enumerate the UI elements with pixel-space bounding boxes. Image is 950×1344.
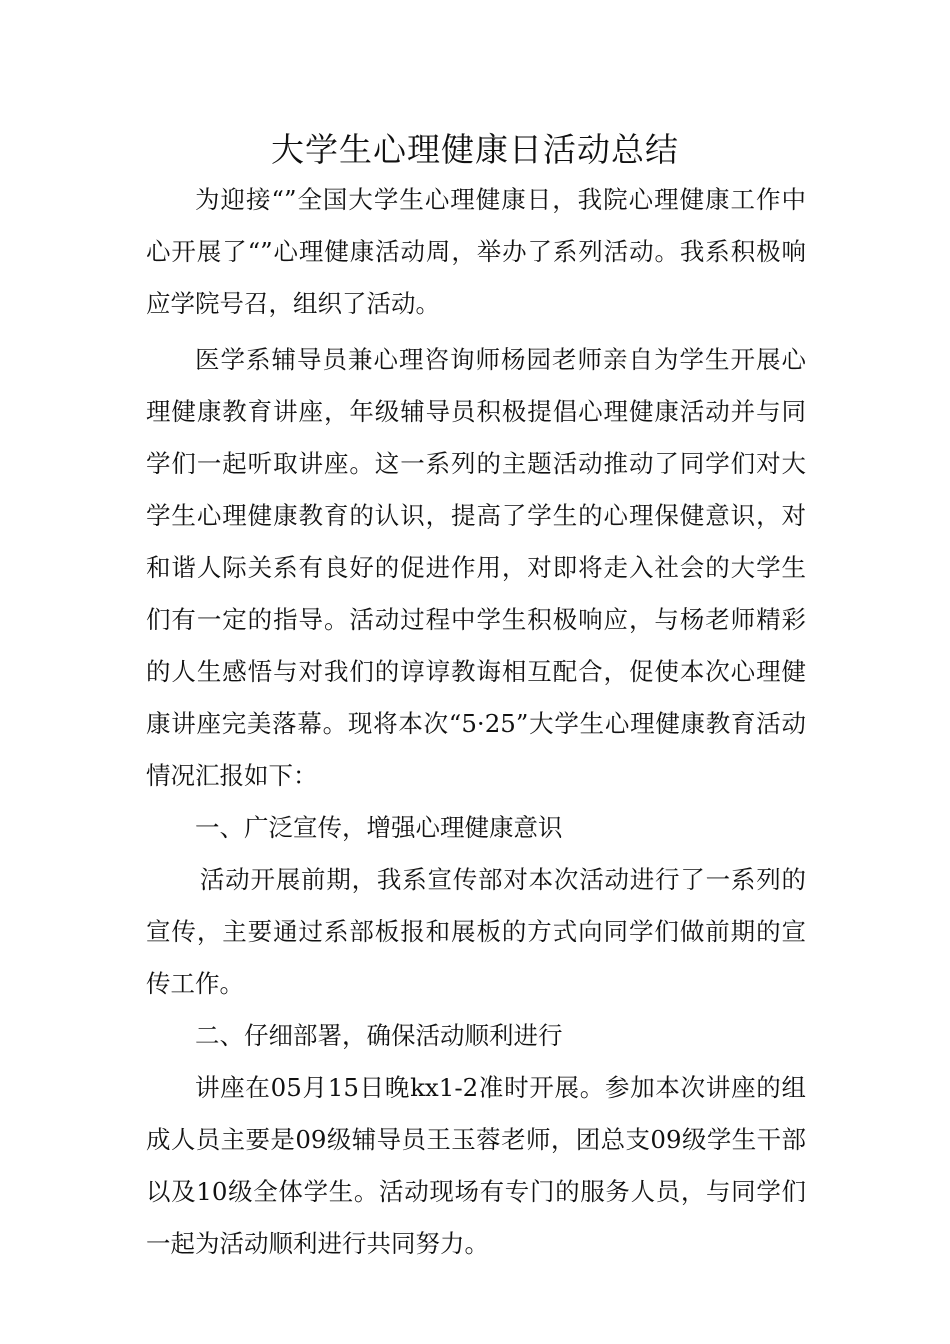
paragraph-deployment: 讲座在05月15日晚kx1-2准时开展。参加本次讲座的组成人员主要是09级辅导员王玉蓉老师，团总支09级学生干部以及10级全体学生。活动现场有专门的服务人员，与同学们一起为活动顺利进行共同努力。 [146, 1073, 806, 1258]
paragraph-intro: 为迎接“”全国大学生心理健康日，我院心理健康工作中心开展了“”心理健康活动周，举办了系列活动。我系积极响应学院号召，组织了活动。 [146, 185, 806, 318]
paragraph-lecture: 医学系辅导员兼心理咨询师杨园老师亲自为学生开展心理健康教育讲座，年级辅导员积极提倡心理健康活动并与同学们一起听取讲座。这一系列的主题活动推动了同学们对大学生心理健康教育的认识，提高了学生的心理保健意识，对和谐人际关系有良好的促进作用，对即将走入社会的大学生们有一定的指导。活动过程中学生积极响应，与杨老师精彩的人生感悟与对我们的谆谆教诲相互配合，促使本次心理健康讲座完美落幕。现将本次“5·25”大学生心理健康教育活动情况汇报如下： [146, 345, 806, 790]
section-heading-1: 一、广泛宣传，增强心理健康意识 [195, 813, 563, 842]
document-title: 大学生心理健康日活动总结 [271, 130, 679, 169]
section-heading-2: 二、仔细部署，确保活动顺利进行 [195, 1021, 563, 1050]
document-body [146, 174, 806, 1270]
paragraph-publicity: 活动开展前期，我系宣传部对本次活动进行了一系列的宣传，主要通过系部板报和展板的方式向同学们做前期的宣传工作。 [146, 865, 806, 998]
